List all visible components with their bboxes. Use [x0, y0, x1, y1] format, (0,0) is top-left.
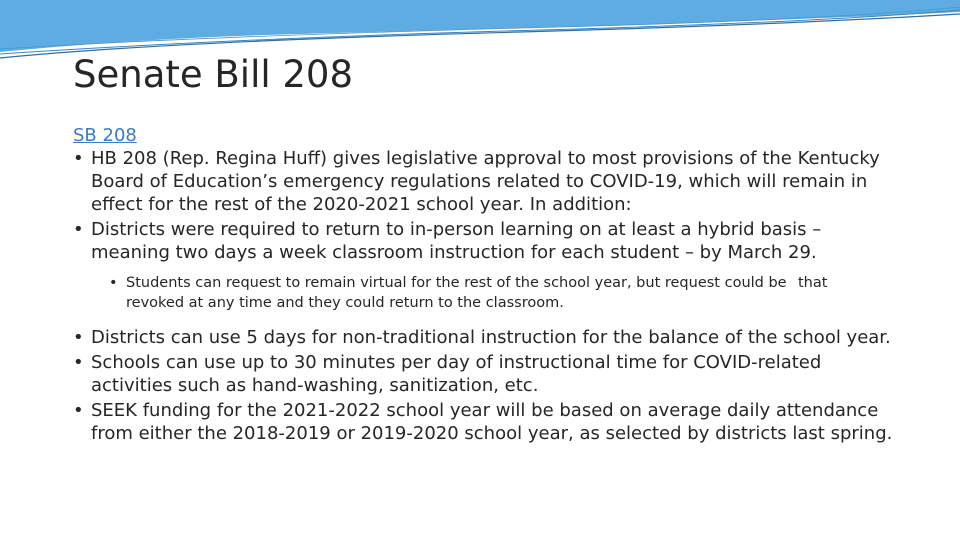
- sub-bullet-item: [73, 273, 828, 313]
- bullet-item: [73, 326, 903, 349]
- bullet-text: Districts were required to return to in-person learning on at least a hybrid basis – meaning two days a week classroom instruction for each student – by March 29.: [91, 219, 822, 263]
- bullet-text: SEEK funding for the 2021-2022 school year will be based on average daily attendance from either the 2018-2019 or 2019-2020 school year, as selected by districts last spring.: [91, 400, 893, 444]
- bullet-text: HB 208 (Rep. Regina Huff) gives legislative approval to most provisions of the Kentucky Board of Education’s emergency regulations related to COVID-19, which will remain in effect for the rest of the 2020-2021 school year. In addition:: [91, 148, 880, 215]
- bullet-item: [73, 399, 903, 445]
- header-swoosh-decoration: [0, 0, 960, 60]
- bullet-dot-icon: •: [73, 327, 84, 348]
- bullet-dot-icon: •: [73, 219, 84, 240]
- bullet-dot-icon: •: [73, 352, 84, 373]
- bullet-item: [73, 351, 903, 397]
- page-title: Senate Bill 208: [73, 53, 354, 96]
- content-body: [73, 124, 903, 447]
- sub-bullet-text: Students can request to remain virtual for the rest of the school year, but request could be revoked at any time and they could return to the classroom.: [126, 275, 787, 311]
- bullet-dot-icon: •: [73, 400, 84, 421]
- bullet-item: [73, 147, 903, 216]
- bullet-dot-icon: •: [73, 148, 84, 169]
- sub-bullet-tail-text: that: [798, 275, 828, 291]
- bullet-text: Districts can use 5 days for non-traditional instruction for the balance of the school year.: [91, 327, 891, 348]
- bullet-item: [73, 218, 903, 264]
- sub-bullet-dot-icon: •: [109, 275, 118, 291]
- bullet-text: Schools can use up to 30 minutes per day of instructional time for COVID-related activities such as hand-washing, sanitization, etc.: [91, 352, 822, 396]
- sb-208-link[interactable]: SB 208: [73, 125, 137, 146]
